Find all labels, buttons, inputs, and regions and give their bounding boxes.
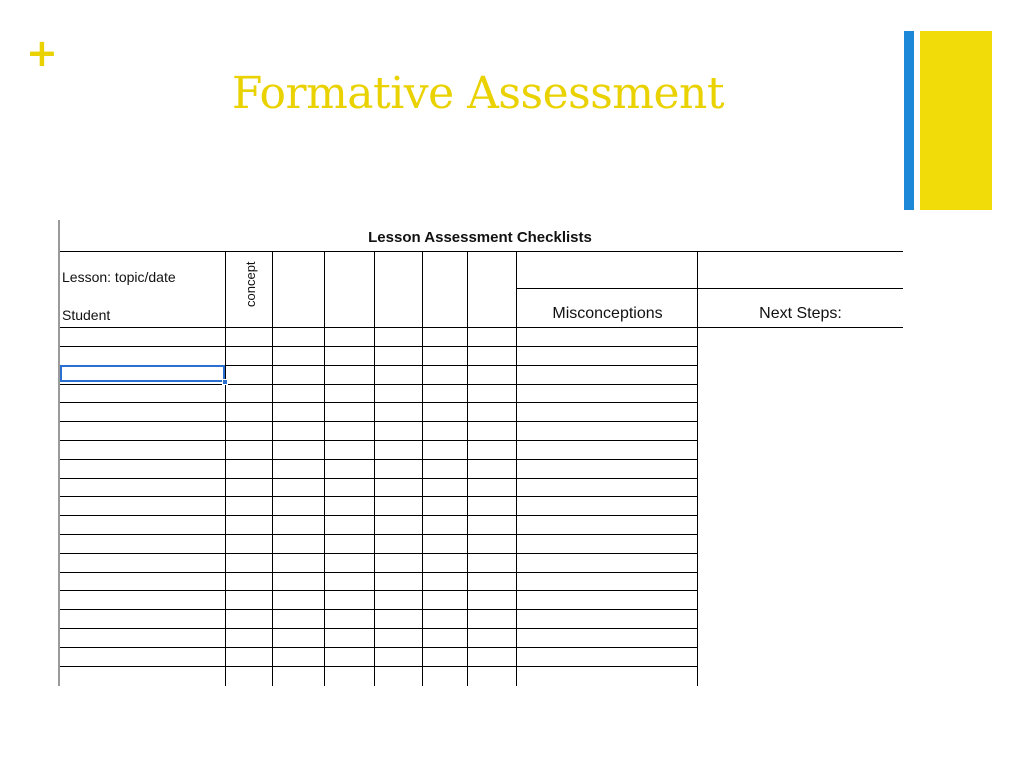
grid-hline xyxy=(60,327,903,328)
grid-hline xyxy=(60,590,698,591)
grid-vline xyxy=(516,251,517,686)
grid-hline xyxy=(60,534,698,535)
selected-cell[interactable] xyxy=(60,365,225,382)
grid-hline xyxy=(60,251,903,252)
grid-vline xyxy=(225,251,226,686)
fill-handle[interactable] xyxy=(222,379,228,385)
grid-hline xyxy=(60,553,698,554)
grid-hline xyxy=(60,496,698,497)
lesson-topic-date-label: Lesson: topic/date xyxy=(62,269,176,285)
grid-hline xyxy=(60,459,698,460)
grid-hline xyxy=(60,346,698,347)
grid-hline xyxy=(60,515,698,516)
grid-hline xyxy=(517,288,903,289)
grid-vline xyxy=(374,251,375,686)
plus-icon: + xyxy=(26,31,58,75)
next-steps-column-header: Next Steps: xyxy=(759,305,842,322)
grid-hline xyxy=(60,572,698,573)
checklist-spreadsheet xyxy=(57,220,903,686)
grid-hline xyxy=(60,440,698,441)
grid-vline xyxy=(697,251,698,686)
grid-vline xyxy=(467,251,468,686)
accent-bar-blue xyxy=(904,31,914,210)
grid-vline xyxy=(324,251,325,686)
slide-title: Formative Assessment xyxy=(231,68,725,119)
student-column-header: Student xyxy=(62,307,111,323)
checklist-title: Lesson Assessment Checklists xyxy=(368,229,592,246)
misconceptions-column-header: Misconceptions xyxy=(552,305,663,322)
accent-bar-yellow xyxy=(920,31,992,210)
sheet-left-edge xyxy=(58,220,60,686)
grid-hline xyxy=(60,384,698,385)
grid-hline xyxy=(60,647,698,648)
grid-hline xyxy=(60,609,698,610)
grid-vline xyxy=(422,251,423,686)
grid-hline xyxy=(60,666,698,667)
grid-hline xyxy=(60,421,698,422)
grid-vline xyxy=(272,251,273,686)
grid-hline xyxy=(60,402,698,403)
concept-column-header: concept xyxy=(243,261,258,307)
grid-hline xyxy=(60,478,698,479)
grid-hline xyxy=(60,628,698,629)
